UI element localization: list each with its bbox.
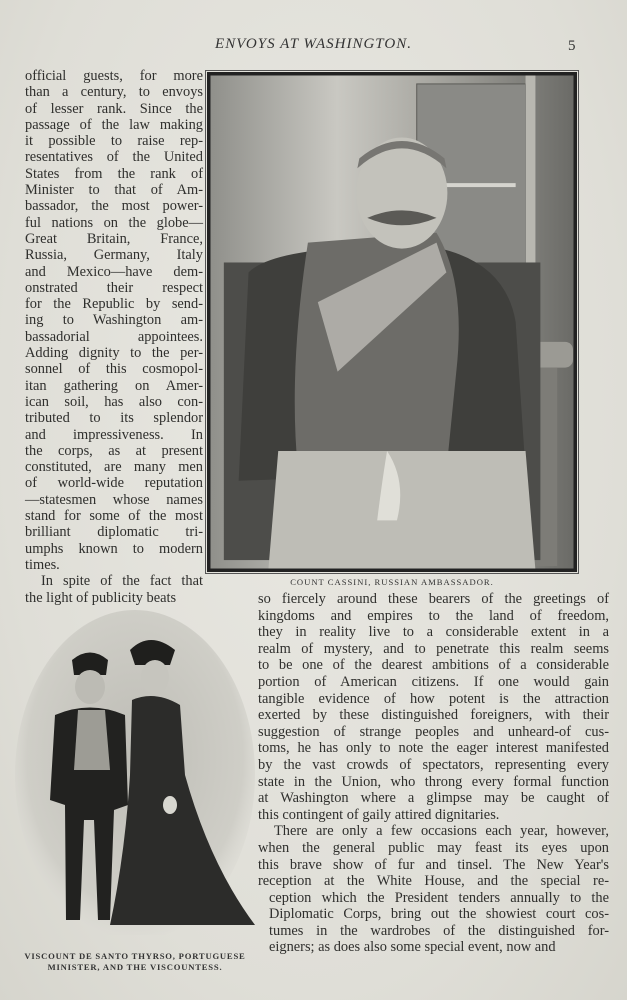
text-line: ful nations on the globe—	[25, 214, 203, 231]
text-line: There are only a few occasions each year, however,	[274, 823, 609, 840]
caption-line-1: VISCOUNT DE SANTO THYRSO, PORTUGUESE	[24, 951, 246, 961]
text-line: portion of American citizens. If one would gain	[258, 673, 609, 690]
text-line: reception at the White House, and the special re-	[258, 873, 609, 890]
photo-viscount-and-viscountess	[10, 605, 260, 935]
text-line: than a century, to envoys	[25, 84, 203, 101]
text-line: it possible to raise rep-	[25, 133, 203, 150]
caption-count-cassini: COUNT CASSINI, RUSSIAN AMBASSADOR.	[290, 577, 494, 587]
text-line: ing to Washington am-	[25, 312, 203, 329]
text-line: umphs known to modern	[25, 540, 203, 557]
text-line: this brave show of fur and tinsel. The New Year's	[258, 856, 609, 873]
text-line: stand for some of the most	[25, 508, 203, 525]
text-line: suggestion of strange peoples and unheard-of cus-	[258, 723, 609, 740]
text-line: exerted by these distinguished foreigners, with their	[258, 707, 609, 724]
text-line: times.	[25, 556, 60, 573]
text-line: for the Republic by send-	[25, 296, 203, 313]
text-line: realm of mystery, and to penetrate this realm seems	[258, 640, 609, 657]
text-line: they in reality live to a considerable extent in a	[258, 624, 609, 641]
couple-illustration	[10, 605, 260, 935]
text-line: at Washington where a glimpse may be caught of	[258, 790, 609, 807]
text-line: by the vast crowds of spectators, representing every	[258, 756, 609, 773]
text-line: Great Britain, France,	[25, 230, 203, 247]
text-line: Minister to that of Am-	[25, 182, 203, 199]
text-line: Adding dignity to the per-	[25, 345, 203, 362]
text-line: to be one of the dearest ambitions of a considerable	[258, 657, 609, 674]
text-line: States from the rank of	[25, 165, 203, 182]
text-line: and Mexico—have dem-	[25, 263, 203, 280]
text-line: when the general public may feast its eyes upon	[258, 839, 609, 856]
text-line: bassador, the most power-	[25, 198, 203, 215]
text-line: this contingent of gaily attired dignitaries.	[258, 806, 500, 823]
text-line: passage of the law making	[25, 116, 203, 133]
text-line: of lesser rank. Since the	[25, 100, 203, 117]
text-line: state in the Union, who throng every formal function	[258, 773, 609, 790]
text-line: sonnel of this cosmopol-	[25, 361, 203, 378]
text-line: of world-wide reputation	[25, 475, 203, 492]
text-line: constituted, are many men	[25, 459, 203, 476]
text-line: so fiercely around these bearers of the greetings of	[258, 591, 609, 607]
text-line: ception which the President tenders annually to the	[269, 889, 609, 906]
running-head: ENVOYS AT WASHINGTON.	[215, 36, 412, 52]
text-line: In spite of the fact that	[41, 573, 203, 590]
portrait-photo-count-cassini	[207, 72, 577, 572]
text-line: the corps, as at present	[25, 442, 203, 459]
page-number: 5	[568, 38, 576, 54]
right-column-text	[258, 591, 609, 956]
text-line: Russia, Germany, Italy	[25, 247, 203, 264]
text-line: the light of publicity beats	[25, 589, 177, 606]
text-line: and impressiveness. In	[25, 426, 203, 443]
text-line: kingdoms and empires to the land of freedom,	[258, 607, 609, 624]
text-line: itan gathering on Amer-	[25, 377, 203, 394]
text-line: resentatives of the United	[25, 149, 203, 166]
text-line: toms, he has only to note the eager interest manifested	[258, 740, 609, 757]
text-line: official guests, for more	[25, 68, 203, 84]
caption-viscount-de-santo-thyrso	[8, 951, 262, 972]
text-line: tumes in the wardrobes of the distinguished for-	[269, 922, 609, 939]
text-line: bassadorial appointees.	[25, 328, 203, 345]
left-column-text	[25, 68, 203, 606]
text-line: onstrated their respect	[25, 279, 203, 296]
text-line: tributed to its splendor	[25, 410, 203, 427]
portrait-illustration	[209, 74, 575, 570]
text-line: brilliant diplomatic tri-	[25, 524, 203, 541]
text-line: eigners; as does also some special event, now and	[269, 939, 556, 956]
text-line: Diplomatic Corps, bring out the showiest court cos-	[269, 906, 609, 923]
text-line: tangible evidence of how potent is the attraction	[258, 690, 609, 707]
text-line: ican soil, has also con-	[25, 393, 203, 410]
text-line: —statesmen whose names	[25, 491, 203, 508]
caption-line-2: MINISTER, AND THE VISCOUNTESS.	[47, 961, 223, 972]
